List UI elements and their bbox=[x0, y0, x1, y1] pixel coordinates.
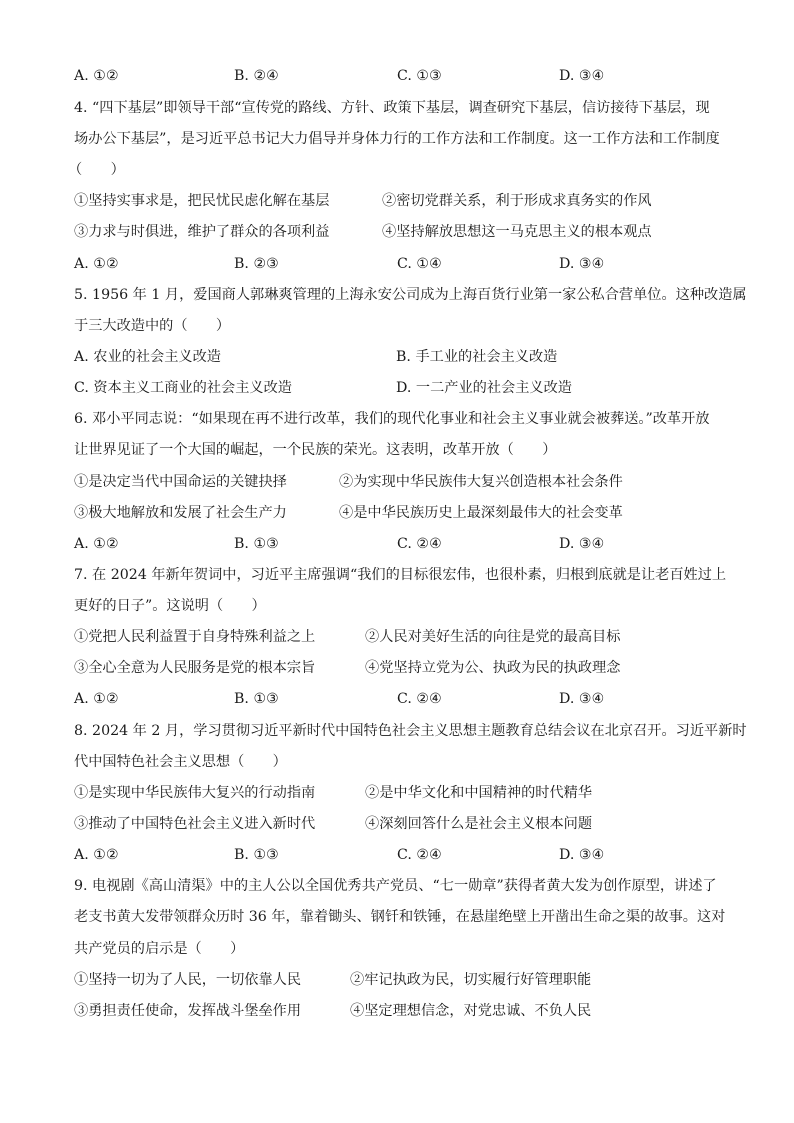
q4-statement-4: ④坚持解放思想这一马克思主义的根本观点 bbox=[382, 224, 652, 240]
q5-option-b: B. 手工业的社会主义改造 bbox=[396, 349, 558, 365]
q6-option-a: A. ①② bbox=[74, 536, 119, 552]
q8-option-a: A. ①② bbox=[74, 847, 119, 863]
q7-statement-4: ④党坚持立党为公、执政为民的执政理念 bbox=[365, 660, 621, 676]
q6-stem-line-2: 让世界见证了一个大国的崛起，一个民族的荣光。这表明，改革开放（ ） bbox=[74, 442, 557, 458]
q6-option-d: D. ③④ bbox=[559, 536, 605, 552]
q8-stem-line-2: 代中国特色社会主义思想（ ） bbox=[74, 754, 287, 770]
q7-statement-3: ③全心全意为人民服务是党的根本宗旨 bbox=[74, 660, 316, 676]
q6-statement-3: ③极大地解放和发展了社会生产力 bbox=[74, 505, 287, 521]
q7-statement-2: ②人民对美好生活的向往是党的最高目标 bbox=[365, 629, 621, 645]
q4-statement-2: ②密切党群关系，利于形成求真务实的作风 bbox=[382, 193, 652, 209]
q7-option-d: D. ③④ bbox=[559, 691, 605, 707]
option-b: B. ②④ bbox=[234, 68, 279, 84]
q4-option-c: C. ①④ bbox=[397, 256, 442, 272]
q5-option-c: C. 资本主义工商业的社会主义改造 bbox=[74, 380, 292, 396]
q4-stem-line-2: 场办公下基层”，是习近平总书记大力倡导并身体力行的工作方法和工作制度。这一工作方法和工作制度 bbox=[74, 131, 720, 147]
option-c: C. ①③ bbox=[397, 68, 442, 84]
q8-statement-2: ②是中华文化和中国精神的时代精华 bbox=[365, 785, 593, 801]
q8-option-d: D. ③④ bbox=[559, 847, 605, 863]
q9-stem-line-3: 共产党员的启示是（ ） bbox=[74, 941, 245, 957]
q6-option-b: B. ①③ bbox=[234, 536, 279, 552]
q9-stem-line-2: 老支书黄大发带领群众历时 36 年，靠着锄头、钢钎和铁锤，在悬崖绝壁上开凿出生命之渠的故事。这对 bbox=[74, 909, 726, 925]
q9-statement-2: ②牢记执政为民，切实履行好管理职能 bbox=[350, 972, 592, 988]
q7-stem-line-1: 7. 在 2024 年新年贺词中，习近平主席强调“我们的目标很宏伟，也很朴素，归根到底就是让老百姓过上 bbox=[74, 567, 727, 583]
q8-statement-3: ③推动了中国特色社会主义进入新时代 bbox=[74, 816, 316, 832]
q7-option-b: B. ①③ bbox=[234, 691, 279, 707]
q9-statement-1: ①坚持一切为了人民，一切依靠人民 bbox=[74, 972, 302, 988]
q8-option-c: C. ②④ bbox=[397, 847, 442, 863]
q4-answer-blank: （ ） bbox=[68, 162, 125, 178]
q4-option-b: B. ②③ bbox=[234, 256, 279, 272]
q5-option-a: A. 农业的社会主义改造 bbox=[74, 349, 221, 365]
q6-stem-line-1: 6. 邓小平同志说：“如果现在再不进行改革，我们的现代化事业和社会主义事业就会被葬送。”改革开放 bbox=[74, 411, 710, 427]
q9-statement-4: ④坚定理想信念，对党忠诚、不负人民 bbox=[350, 1003, 592, 1019]
option-a: A. ①② bbox=[74, 68, 119, 84]
option-d: D. ③④ bbox=[559, 68, 605, 84]
q9-statement-3: ③勇担责任使命，发挥战斗堡垒作用 bbox=[74, 1003, 302, 1019]
q4-stem-line-1: 4. “四下基层”即领导干部“宣传党的路线、方针、政策下基层，调查研究下基层，信访接待下基层，现 bbox=[74, 100, 710, 116]
q4-statement-1: ①坚持实事求是，把民忧民虑化解在基层 bbox=[74, 193, 330, 209]
q4-option-d: D. ③④ bbox=[559, 256, 605, 272]
q8-statement-1: ①是实现中华民族伟大复兴的行动指南 bbox=[74, 785, 316, 801]
q6-statement-2: ②为实现中华民族伟大复兴创造根本社会条件 bbox=[339, 474, 623, 490]
q7-statement-1: ①党把人民利益置于自身特殊利益之上 bbox=[74, 629, 316, 645]
q8-option-b: B. ①③ bbox=[234, 847, 279, 863]
q5-stem-line-2: 于三大改造中的（ ） bbox=[74, 318, 231, 334]
q6-option-c: C. ②④ bbox=[397, 536, 442, 552]
q9-stem-line-1: 9. 电视剧《高山清渠》中的主人公以全国优秀共产党员、“七一勋章”获得者黄大发为创作原型，讲述了 bbox=[74, 878, 717, 894]
q8-stem-line-1: 8. 2024 年 2 月，学习贯彻习近平新时代中国特色社会主义思想主题教育总结会议在北京召开。习近平新时 bbox=[74, 723, 747, 739]
q5-stem-line-1: 5. 1956 年 1 月，爱国商人郭琳爽管理的上海永安公司成为上海百货行业第一家公私合营单位。这种改造属 bbox=[74, 287, 747, 303]
q8-statement-4: ④深刻回答什么是社会主义根本问题 bbox=[365, 816, 593, 832]
q7-stem-line-2: 更好的日子”。这说明（ ） bbox=[74, 598, 266, 614]
q7-option-c: C. ②④ bbox=[397, 691, 442, 707]
q4-statement-3: ③力求与时俱进，维护了群众的各项利益 bbox=[74, 224, 330, 240]
q6-statement-1: ①是决定当代中国命运的关键抉择 bbox=[74, 474, 287, 490]
q4-option-a: A. ①② bbox=[74, 256, 119, 272]
q6-statement-4: ④是中华民族历史上最深刻最伟大的社会变革 bbox=[339, 505, 623, 521]
q5-option-d: D. 一二产业的社会主义改造 bbox=[396, 380, 572, 396]
q7-option-a: A. ①② bbox=[74, 691, 119, 707]
